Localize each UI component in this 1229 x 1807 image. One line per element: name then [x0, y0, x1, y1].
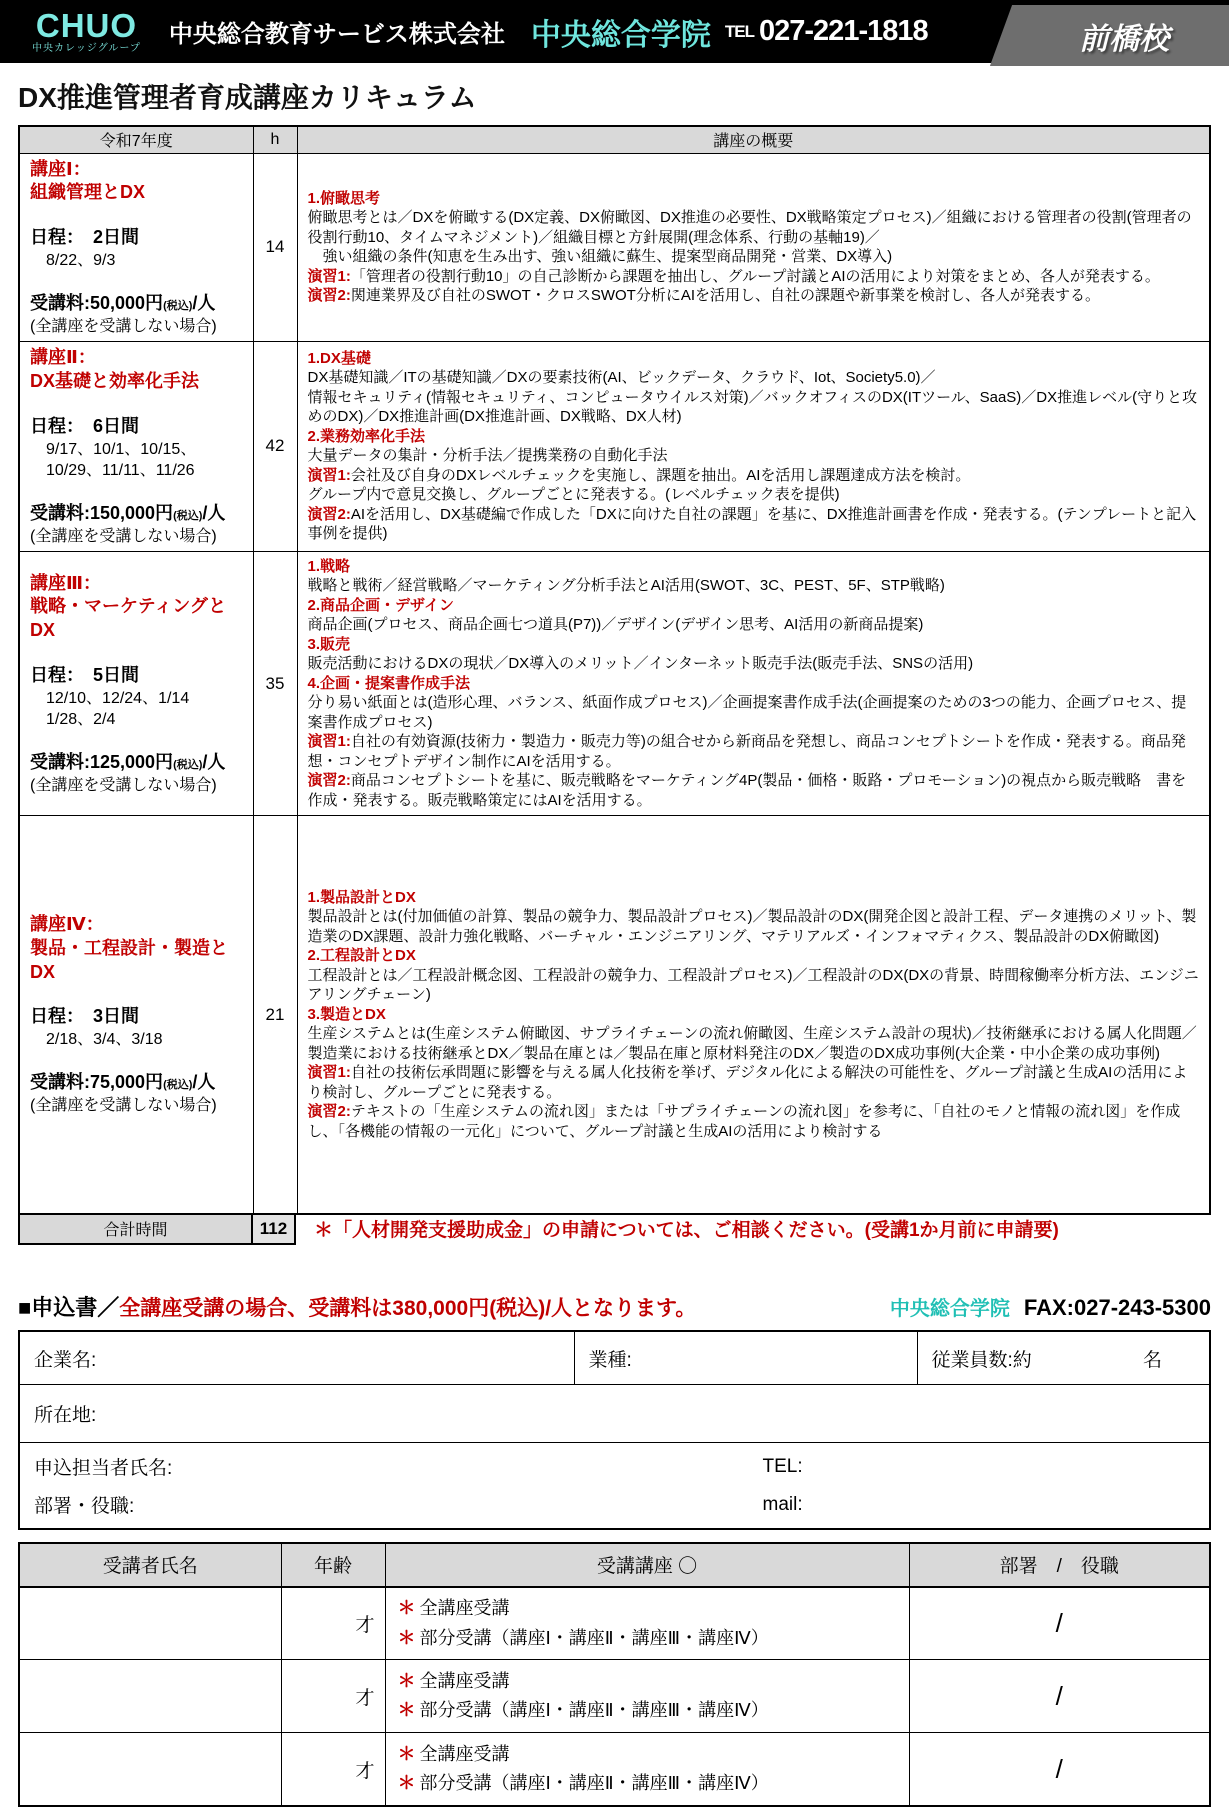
industry-field: 業種: — [574, 1331, 917, 1385]
asterisk-mark: ＊ — [397, 1670, 416, 1691]
course-3-info: 講座Ⅲ： 戦略・マーケティングとDX 日程： 5日間 12/10、12/24、1/14 1/28、2/4 受講料:125,000円(税込)/人 (全講座を受講しない場合) — [19, 551, 253, 816]
option-full-course — [398, 1594, 908, 1624]
column-hours: h — [253, 126, 297, 153]
chuo-logo — [32, 9, 141, 54]
mail-field-label: mail: — [762, 1493, 803, 1515]
participant-row — [19, 1660, 1210, 1733]
column-participant-name: 受講者氏名 — [19, 1543, 281, 1587]
course-1-hours: 14 — [253, 153, 297, 341]
participant-course-cell — [385, 1660, 909, 1733]
participant-age-cell: 才 — [281, 1660, 385, 1733]
course-row-1 — [19, 153, 1210, 341]
participant-row — [19, 1733, 1210, 1806]
participant-dept-cell: / — [909, 1733, 1210, 1806]
course-1-overview: 1.俯瞰思考 俯瞰思考とは／DXを俯瞰する(DX定義、DX俯瞰図、DX推進の必要性、DX戦略策定プロセス)／組織における管理者の役割(管理者の役割行動10、タイムマネジメント)／組織目標と方針展開(理念体系、行動の基軸19)／ 強い組織の条件(知恵を生み出す、強い組織に蘇生、提案型商品開発・営業、DX導入) 演習1:「管理者の役割行動10」の自己診断から課題を抽出し、グループ討議とAIの活用により対策をまとめ、各人が発表する。 演習2:関連業界及び自社のSWOT・クロスSWOT分析にAIを活用し、自社の課題や新事業を検討し、各人が発表する。 — [297, 153, 1210, 341]
application-price-note: 全講座受講の場合、受講料は380,000円(税込)/人となります。 — [119, 1296, 697, 1320]
participant-course-cell — [385, 1733, 909, 1806]
option-full-label: 全講座受講 — [419, 1670, 510, 1691]
address-field: 所在地: — [19, 1385, 1210, 1443]
course-2-overview: 1.DX基礎 DX基礎知識／ITの基礎知識／DXの要素技術(AI、ビックデータ、クラウド、Iot、Society5.0)／ 情報セキュリティ(情報セキュリティ、コンピュータウイルス対策)／バックオフィスのDX(ITツール、SaaS)／DX推進レベル(守りと攻めのDX)／DX推進計画(DX推進計画、DX戦略、DX人材) 2.業務効率化手法 大量データの集計・分析手法／提携業務の自動化手法 演習1:会社及び自身のDXレベルチェックを実施し、課題を抽出。AIを活用し課題達成方法を検討。 グループ内で意見交換し、グループごとに発表する。(レベルチェック表を提供) 演習2:AIを活用し、DX基礎編で作成した「DXに向けた自社の課題」を基に、DX推進計画書を作成・発表する。(テンプレートと記入事例を提供) — [297, 341, 1210, 551]
subsidy-note: ＊「人材開発支援助成金」の申請については、ご相談ください。(受講1か月前に申請要) — [314, 1220, 1059, 1242]
application-form-table — [18, 1330, 1211, 1530]
page-title: DX推進管理者育成講座カリキュラム — [18, 82, 477, 113]
logo-wordmark: CHUO — [35, 7, 138, 44]
employees-suffix: 名 — [1142, 1349, 1162, 1371]
application-school-name: 中央総合学院 — [889, 1297, 1010, 1320]
tel-number: 027-221-1818 — [759, 15, 928, 47]
contact-name-label: 申込担当者氏名: — [34, 1458, 173, 1480]
option-partial-course — [398, 1624, 908, 1654]
participant-name-cell — [19, 1587, 281, 1660]
total-label: 合計時間 — [18, 1213, 252, 1245]
form-row-company — [19, 1331, 1210, 1385]
participant-dept-cell: / — [909, 1660, 1210, 1733]
tel-label: TEL — [724, 21, 755, 41]
branch-name: 前橋校 — [1079, 23, 1169, 56]
contact-field — [19, 1443, 1210, 1529]
asterisk-mark: ＊ — [397, 1700, 416, 1721]
column-age: 年齢 — [281, 1543, 385, 1587]
fax-number: FAX:027-243-5300 — [1023, 1294, 1211, 1320]
curriculum-header-row — [19, 126, 1210, 153]
participant-age-cell: 才 — [281, 1587, 385, 1660]
option-partial-label: 部分受講（講座Ⅰ・講座Ⅱ・講座Ⅲ・講座Ⅳ） — [419, 1773, 769, 1794]
curriculum-table — [18, 125, 1211, 1215]
course-row-4 — [19, 816, 1210, 1214]
company-field: 企業名: — [19, 1331, 574, 1385]
participant-dept-cell: / — [909, 1587, 1210, 1660]
dept-label: 部署・役職: — [34, 1496, 135, 1518]
course-1-info: 講座Ⅰ： 組織管理とDX 日程： 2日間 8/22、9/3 受講料:50,000円(税込)/人 (全講座を受講しない場合) — [19, 153, 253, 341]
total-hours: 112 — [252, 1213, 296, 1245]
option-full-label: 全講座受講 — [419, 1743, 510, 1764]
employees-field — [917, 1331, 1210, 1385]
phone — [725, 15, 928, 48]
column-courses: 受講講座 〇 — [385, 1543, 909, 1587]
option-partial-label: 部分受講（講座Ⅰ・講座Ⅱ・講座Ⅲ・講座Ⅳ） — [419, 1627, 769, 1648]
column-year: 令和7年度 — [19, 126, 253, 153]
participants-header-row — [19, 1543, 1210, 1587]
application-title: ■申込書／ — [18, 1294, 120, 1320]
participant-name-cell — [19, 1660, 281, 1733]
branch-banner — [979, 0, 1229, 70]
course-row-2 — [19, 341, 1210, 551]
option-partial-course — [398, 1769, 908, 1799]
course-4-hours: 21 — [253, 816, 297, 1214]
course-row-3 — [19, 551, 1210, 816]
course-4-info: 講座Ⅳ： 製品・工程設計・製造とDX 日程： 3日間 2/18、3/4、3/18 受講料:75,000円(税込)/人 (全講座を受講しない場合) — [19, 816, 253, 1214]
option-full-course — [398, 1667, 908, 1697]
participant-age-cell: 才 — [281, 1733, 385, 1806]
contact-name-line — [34, 1448, 1209, 1486]
option-full-label: 全講座受講 — [419, 1598, 510, 1618]
course-2-info: 講座Ⅱ： DX基礎と効率化手法 日程： 6日間 9/17、10/1、10/15、 10/29、11/11、11/26 受講料:150,000円(税込)/人 (全講座を受講しない場合) — [19, 341, 253, 551]
participant-course-cell — [385, 1587, 909, 1660]
form-row-address — [19, 1385, 1210, 1443]
school-name: 中央総合学院 — [530, 18, 711, 52]
course-3-overview: 1.戦略 戦略と戦術／経営戦略／マーケティング分析手法とAI活用(SWOT、3C、PEST、5F、STP戦略) 2.商品企画・デザイン 商品企画(プロセス、商品企画七つ道具(P7))／デザイン(デザイン思考、AI活用の新商品提案) 3.販売 販売活動におけるDXの現状／DX導入のメリット／インターネット販売手法(販売手法、SNSの活用) 4.企画・提案書作成手法 分り易い紙面とは(造形心理、バランス、紙面作成プロセス)／企画提案書作成手法(企画提案のための3つの能力、企画プロセス、提案書作成プロセス) 演習1:自社の有効資源(技術力・製造力・販売力等)の組合せから新商品を発想し、商品コンセプトシートを作成・発表する。商品発想・コンセプトデザイン制作にAIを活用する。 演習2:商品コンセプトシートを基に、販売戦略をマーケティング4P(製品・価格・販路・プロモーション)の視点から販売戦略 書を作成・発表する。販売戦略策定にはAIを活用する。 — [297, 551, 1210, 816]
company-name: 中央総合教育サービス株式会社 — [168, 21, 505, 48]
logo-group-name: 中央カレッジグループ — [32, 43, 141, 54]
participants-table — [18, 1542, 1211, 1807]
tel-field-label: TEL: — [762, 1455, 803, 1477]
option-full-course — [398, 1740, 908, 1770]
dept-line — [34, 1486, 1209, 1524]
application-heading — [18, 1291, 1211, 1322]
course-2-hours: 42 — [253, 341, 297, 551]
option-partial-label: 部分受講（講座Ⅰ・講座Ⅱ・講座Ⅲ・講座Ⅳ） — [419, 1700, 769, 1721]
asterisk-mark: ＊ — [397, 1598, 416, 1618]
column-department: 部署 / 役職 — [909, 1543, 1210, 1587]
course-3-hours: 35 — [253, 551, 297, 816]
form-row-contact — [19, 1443, 1210, 1529]
participant-row — [19, 1587, 1210, 1660]
option-partial-course — [398, 1696, 908, 1726]
employees-label: 従業員数:約 — [931, 1349, 1032, 1371]
column-overview: 講座の概要 — [297, 126, 1210, 153]
asterisk-mark: ＊ — [397, 1773, 416, 1794]
asterisk-mark: ＊ — [397, 1627, 416, 1648]
participant-name-cell — [19, 1733, 281, 1806]
asterisk-mark: ＊ — [397, 1743, 416, 1764]
total-row — [18, 1213, 1211, 1245]
header-bar — [0, 0, 1229, 63]
course-4-overview: 1.製品設計とDX 製品設計とは(付加価値の計算、製品の競争力、製品設計プロセス)／製品設計のDX(開発企図と設計工程、データ連携のメリット、製造業のDX課題、設計力強化戦略、バーチャル・エンジニアリング、マテリアルズ・インフォマティクス、製品設計のDX俯瞰図) 2.工程設計とDX 工程設計とは／工程設計概念図、工程設計の競争力、工程設計プロセス)／工程設計のDX(DXの背景、時間稼働率分析方法、エンジニアリングチェーン) 3.製造とDX 生産システムとは(生産システム俯瞰図、サプライチェーンの流れ俯瞰図、生産システム設計の現状)／技術継承における属人化問題／製造業における技術継承とDX／製品在庫とは／製品在庫と原材料発注のDX／製造のDX成功事例(大企業・中小企業の成功事例) 演習1:自社の技術伝承問題に影響を与える属人化技術を挙げ、デジタル化による解決の可能性を、グループ討議と生成AIの活用により検討し、グループごとに発表する。 演習2:テキストの「生産システムの流れ図」または「サプライチェーンの流れ図」を参考に、「自社のモノと情報の流れ図」を作成し、「各機能の情報の一元化」について、グループ討議と生成AIの活用により検討する — [297, 816, 1210, 1214]
